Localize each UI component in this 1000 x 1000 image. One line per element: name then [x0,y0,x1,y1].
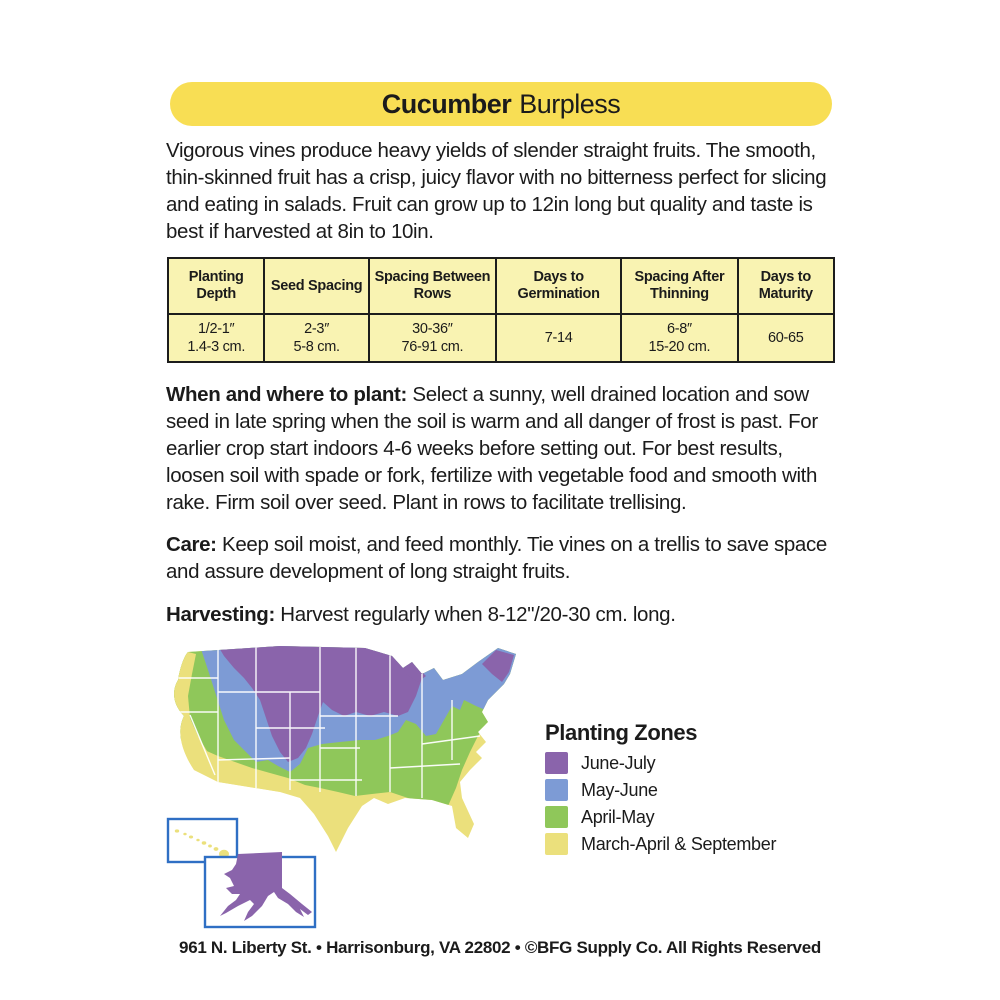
table-column-spacing-between-rows [368,259,495,361]
planting-zone-map [160,640,550,940]
section-harvesting [166,601,840,628]
hawaii-inset [168,819,237,862]
column-value [739,315,833,361]
value-line1: 60-65 [767,330,804,346]
legend-label: May-June [581,779,658,800]
value-line2: 76-91 cm. [401,339,464,355]
section-label: Care: [166,533,217,556]
column-header: Planting Depth [169,259,263,315]
section-label: Harvesting: [166,603,275,626]
planting-zones-legend [545,720,776,860]
legend-label: April-May [581,806,655,827]
column-header: Seed Spacing [265,259,367,315]
table-column-planting-depth [169,259,263,361]
column-header: Days to Germination [497,259,620,315]
value-line1: 1/2-1″ [198,321,235,337]
legend-swatch-march-april-september [545,833,568,855]
value-line2: 15-20 cm. [648,339,711,355]
usa-map-svg [160,640,550,940]
packet-variety: Burpless [519,88,621,119]
column-header: Spacing Between Rows [370,259,495,315]
legend-label: June-July [581,752,656,773]
legend-swatch-april-may [545,806,568,828]
column-value [169,315,263,361]
legend-swatch-june-july [545,752,568,774]
legend-row-june-july [545,752,776,774]
title-banner [170,82,832,126]
table-column-spacing-after-thinning [620,259,736,361]
value-line1: 7-14 [544,330,573,346]
description-paragraph: Vigorous vines produce heavy yields of slender straight fruits. The smooth, thin-skinned fruit has a crisp, juicy flavor with no bitterness perfect for slicing and eating in salads. Fruit can grow up to 12in long but quality and taste is best if harvested at 8in to 10in. [166,139,827,243]
section-text: Keep soil moist, and feed monthly. Tie vines on a trellis to save space and assure development of long straight fruits. [166,533,827,583]
section-care [166,531,840,585]
table-column-days-to-germination [495,259,620,361]
legend-row-may-june [545,779,776,801]
legend-title: Planting Zones [545,720,698,745]
legend-label: March-April & September [581,833,777,854]
column-value [622,315,736,361]
value-line2: 5-8 cm. [293,339,340,355]
section-text: Harvest regularly when 8-12"/20-30 cm. long. [280,603,676,626]
legend-row-april-may [545,806,776,828]
packet-title: Cucumber [381,88,512,119]
value-line1: 2-3″ [304,321,330,337]
column-value [497,315,620,361]
value-line2: 1.4-3 cm. [187,339,246,355]
legend-swatch-may-june [545,779,568,801]
column-value [370,315,495,361]
value-line1: 6-8″ [666,321,692,337]
legend-row-march-april-september [545,833,776,855]
column-value [265,315,367,361]
alaska-inset [205,852,315,927]
section-when-where [166,381,840,516]
section-label: When and where to plant: [166,383,408,406]
growing-info-table [167,257,835,363]
table-column-days-to-maturity [737,259,833,361]
value-line1: 30-36″ [412,321,453,337]
table-column-seed-spacing [263,259,367,361]
footer-address: 961 N. Liberty St. • Harrisonburg, VA 22802 • ©BFG Supply Co. All Rights Reserved [179,938,821,957]
section-text: Select a sunny, well drained location and sow seed in late spring when the soil is warm and all danger of frost is past. For earlier crop start indoors 4-6 weeks before setting out. For best results, loosen soil with spade or fork, fertilize with vegetable food and smooth with rake. Firm soil over seed. Plant in rows to facilitate trellising. [166,383,818,514]
column-header: Days to Maturity [739,259,833,315]
column-header: Spacing After Thinning [622,259,736,315]
